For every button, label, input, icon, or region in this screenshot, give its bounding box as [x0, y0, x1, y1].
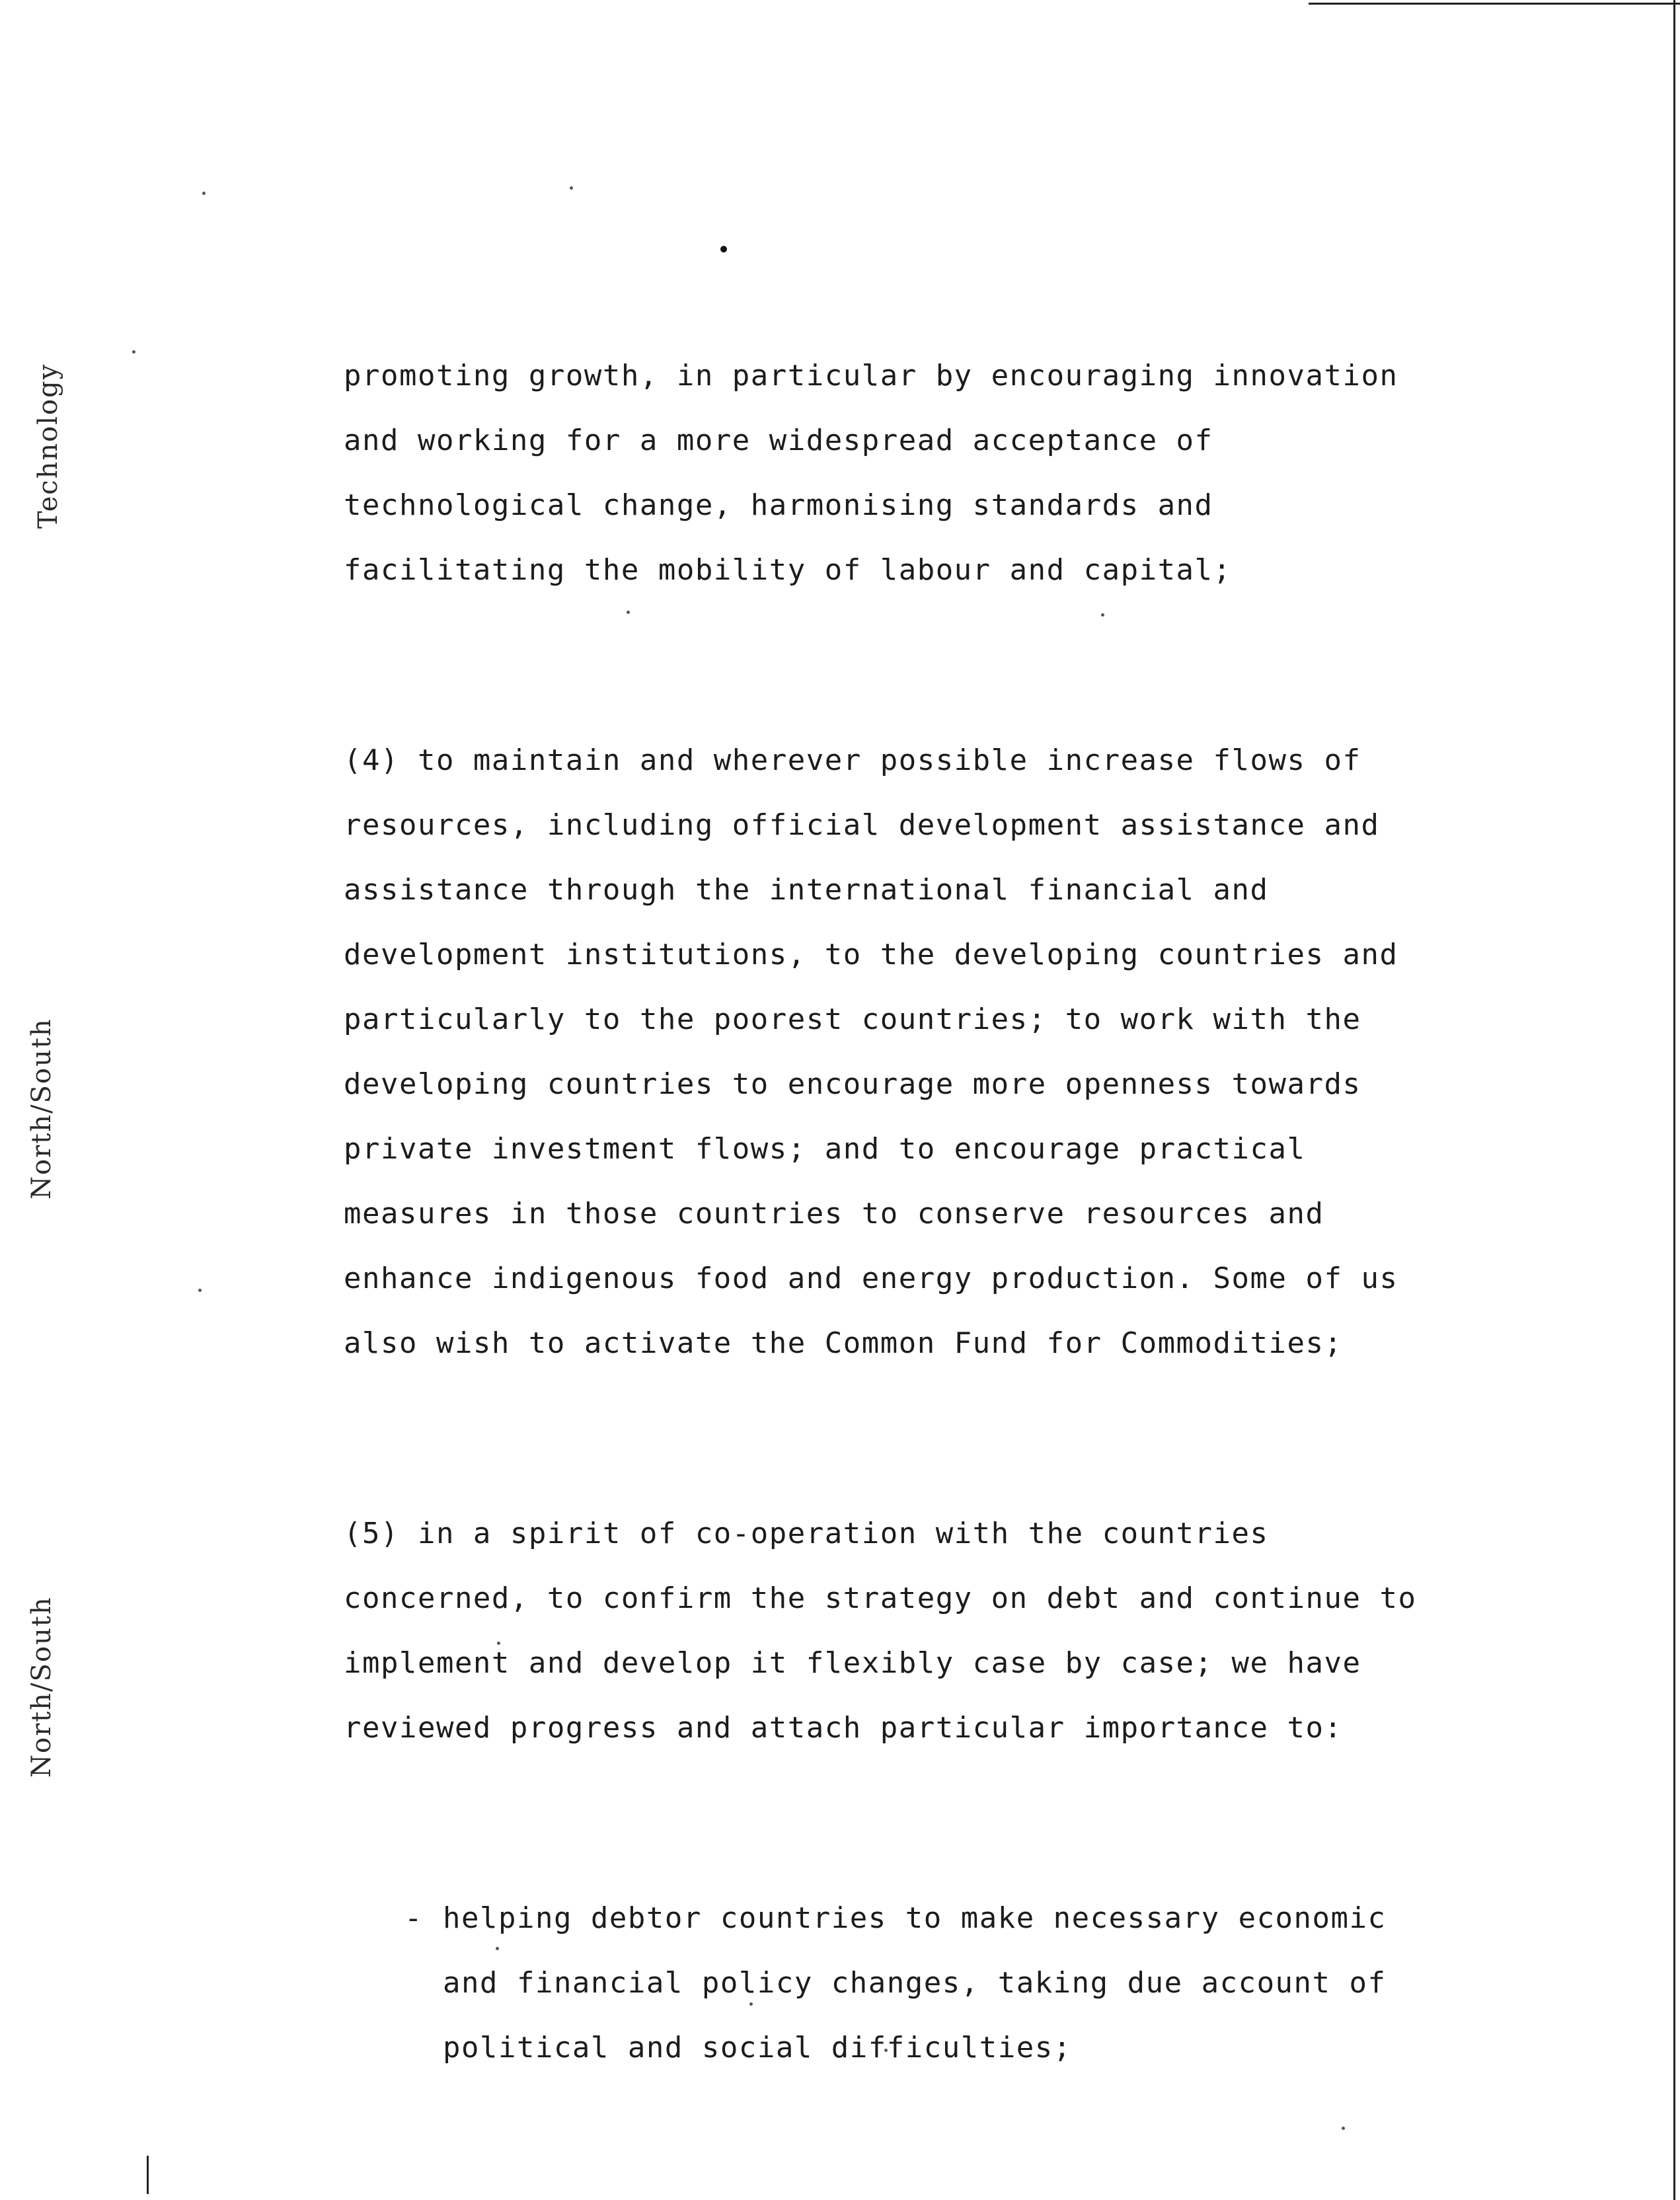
text-line: and working for a more widespread acceptance of — [344, 424, 1213, 457]
scan-speck — [198, 1289, 202, 1292]
text-line: also wish to activate the Common Fund for Commodities; — [344, 1326, 1343, 1360]
text-line: developing countries to encourage more openness towards — [344, 1067, 1361, 1101]
text-line: development institutions, to the developing countries and — [344, 938, 1398, 971]
text-line: technological change, harmonising standards and — [344, 488, 1213, 522]
text-line: (5) in a spirit of co-operation with the countries — [344, 1517, 1269, 1550]
paragraph-continuation — [344, 344, 1573, 603]
text-line: particularly to the poorest countries; to work with the — [344, 1003, 1361, 1036]
text-line: implement and develop it flexibly case by case; we have — [344, 1646, 1361, 1680]
text-line: resources, including official development assistance and — [344, 808, 1380, 842]
body-text — [344, 344, 1573, 2080]
text-line: enhance indigenous food and energy production. Some of us — [344, 1262, 1398, 1295]
text-line: assistance through the international financial and — [344, 873, 1269, 907]
bullet-text: helping debtor countries to make necessary economic — [443, 1901, 1387, 1935]
scan-speck — [132, 350, 135, 354]
scan-speck — [720, 246, 727, 252]
text-line: reviewed progress and attach particular importance to: — [344, 1711, 1343, 1745]
paragraph-item-4 — [344, 728, 1573, 1376]
scan-speck — [1342, 2127, 1345, 2130]
text-line: private investment flows; and to encourage practical — [344, 1132, 1306, 1166]
top-edge-line — [1309, 3, 1680, 5]
scan-speck — [570, 186, 573, 190]
right-edge-line — [1673, 0, 1675, 2200]
text-line: (4) to maintain and wherever possible increase flows of — [344, 743, 1361, 777]
text-line: concerned, to confirm the strategy on debt and continue to — [344, 1581, 1417, 1615]
text-line: political and social difficulties; — [443, 2031, 1072, 2065]
text-line: measures in those countries to conserve resources and — [344, 1197, 1324, 1231]
margin-note-north-south: North/South — [26, 1596, 57, 1778]
left-tick-mark — [147, 2156, 149, 2194]
text-line: facilitating the mobility of labour and capital; — [344, 553, 1232, 587]
bullet-item — [344, 1886, 1573, 2080]
margin-note-technology: Technology — [33, 363, 63, 529]
margin-note-north-south: North/South — [26, 1018, 57, 1199]
text-line: promoting growth, in particular by encouraging innovation — [344, 359, 1398, 393]
text-line — [404, 1886, 1573, 1951]
paragraph-item-5 — [344, 1501, 1573, 1761]
bullet-dash: - — [404, 1901, 423, 1935]
scan-speck — [202, 192, 206, 195]
text-line: and financial policy changes, taking due account of — [443, 1966, 1387, 2000]
